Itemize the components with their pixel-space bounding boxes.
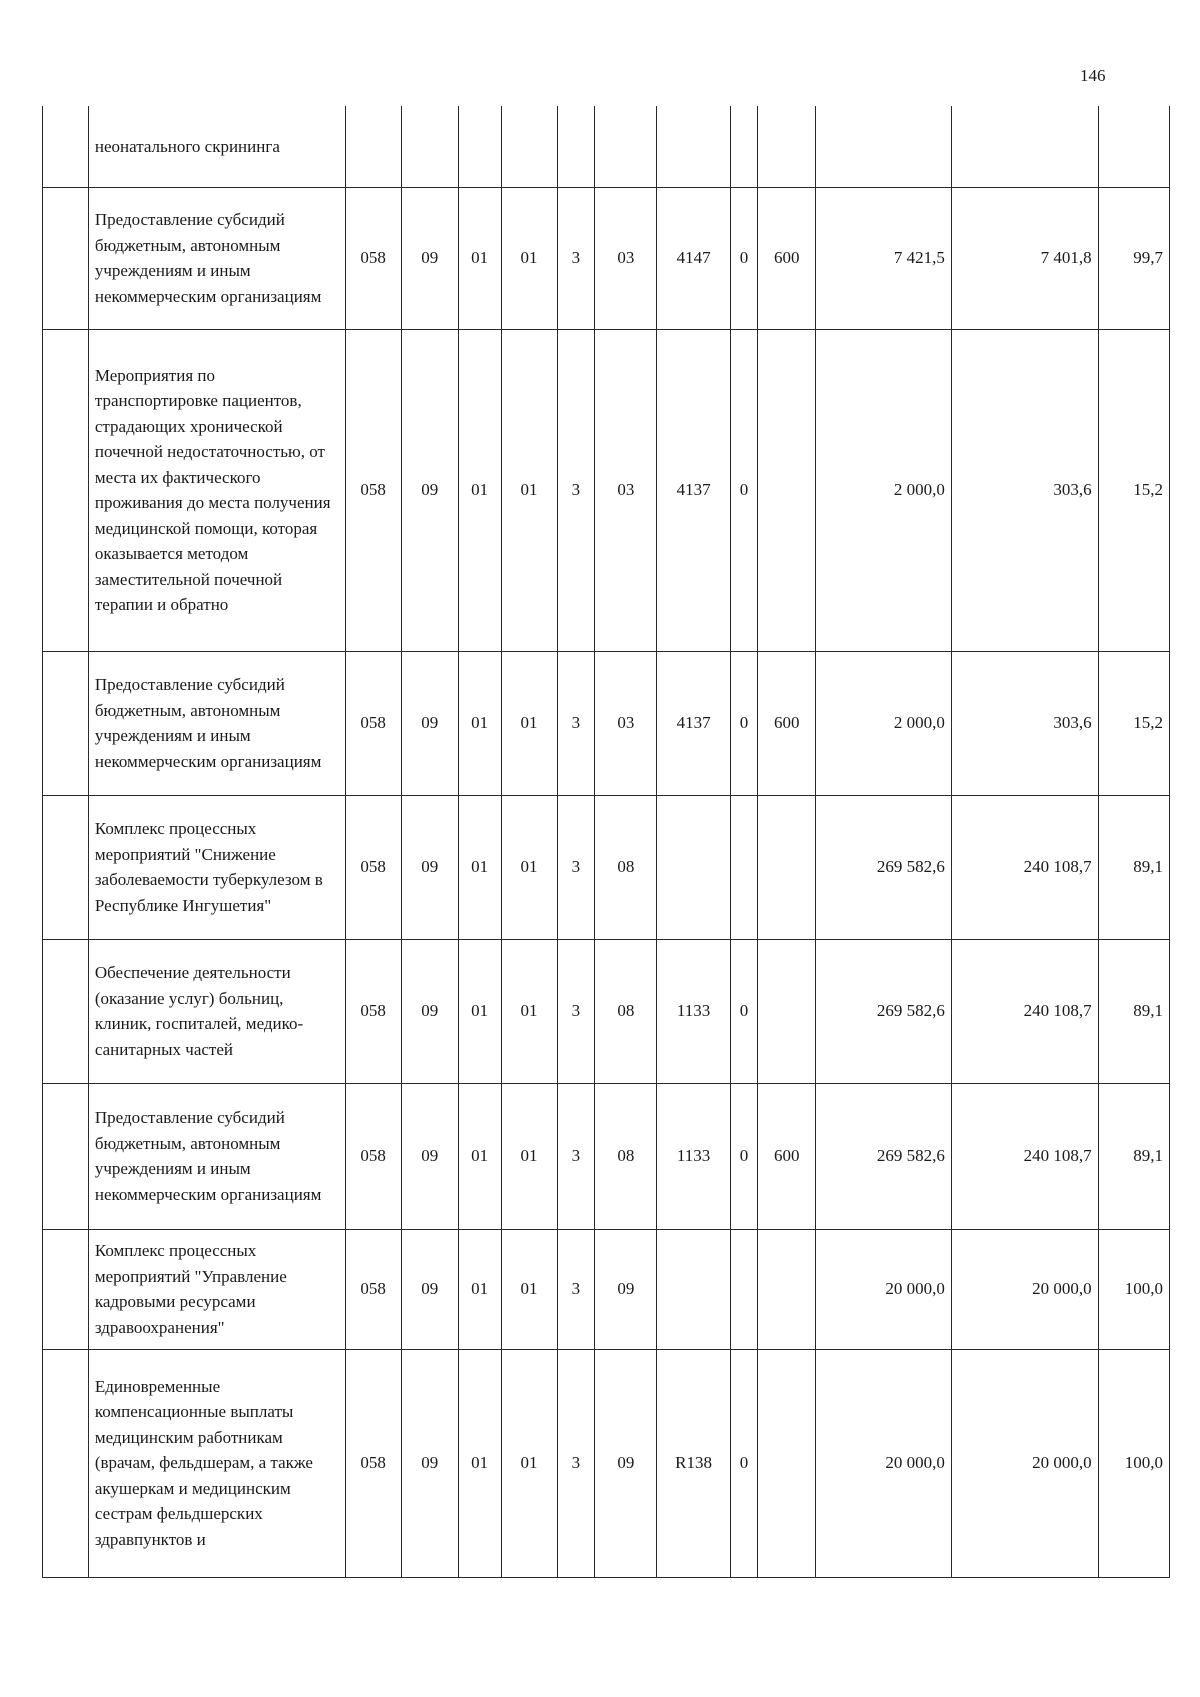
subsection-code	[458, 106, 501, 187]
planned-amount: 269 582,6	[816, 1083, 952, 1229]
expense-type-code: 600	[758, 187, 816, 329]
actual-amount: 303,6	[951, 329, 1098, 651]
program-code: 01	[501, 1229, 557, 1349]
row-marker-cell	[43, 1349, 89, 1577]
program-code: 01	[501, 651, 557, 795]
subsection-code: 01	[458, 1229, 501, 1349]
expense-type-code	[758, 329, 816, 651]
direction-subcode	[730, 106, 758, 187]
planned-amount	[816, 106, 952, 187]
table-row	[43, 1083, 1170, 1229]
structure-code: 03	[595, 329, 657, 651]
planned-amount: 7 421,5	[816, 187, 952, 329]
structure-code: 03	[595, 187, 657, 329]
department-code	[345, 106, 401, 187]
direction-subcode: 0	[730, 187, 758, 329]
direction-code: 1133	[657, 939, 730, 1083]
table-row	[43, 1229, 1170, 1349]
execution-percent: 89,1	[1098, 1083, 1169, 1229]
direction-subcode: 0	[730, 1083, 758, 1229]
program-code: 01	[501, 329, 557, 651]
table-row	[43, 187, 1170, 329]
row-marker-cell	[43, 329, 89, 651]
item-name: Обеспечение деятельности (оказание услуг) больниц, клиник, госпиталей, медико-санитарных частей	[88, 939, 345, 1083]
actual-amount	[951, 106, 1098, 187]
program-code: 01	[501, 795, 557, 939]
direction-code	[657, 1229, 730, 1349]
section-code: 09	[401, 329, 458, 651]
type-code: 3	[557, 1349, 595, 1577]
department-code: 058	[345, 1083, 401, 1229]
planned-amount: 269 582,6	[816, 795, 952, 939]
department-code: 058	[345, 329, 401, 651]
item-name: Предоставление субсидий бюджетным, автономным учреждениям и иным некоммерческим организациям	[88, 1083, 345, 1229]
direction-code	[657, 106, 730, 187]
type-code: 3	[557, 651, 595, 795]
direction-subcode	[730, 1229, 758, 1349]
row-marker-cell	[43, 1229, 89, 1349]
subsection-code: 01	[458, 1349, 501, 1577]
direction-code: R138	[657, 1349, 730, 1577]
direction-subcode	[730, 795, 758, 939]
direction-code: 4137	[657, 651, 730, 795]
section-code: 09	[401, 651, 458, 795]
table-row	[43, 106, 1170, 187]
direction-code: 4137	[657, 329, 730, 651]
direction-subcode: 0	[730, 939, 758, 1083]
execution-percent: 89,1	[1098, 939, 1169, 1083]
department-code: 058	[345, 1229, 401, 1349]
expense-type-code: 600	[758, 1083, 816, 1229]
execution-percent	[1098, 106, 1169, 187]
direction-subcode: 0	[730, 329, 758, 651]
table-row	[43, 651, 1170, 795]
direction-subcode: 0	[730, 651, 758, 795]
program-code: 01	[501, 939, 557, 1083]
planned-amount: 20 000,0	[816, 1229, 952, 1349]
section-code: 09	[401, 1349, 458, 1577]
section-code: 09	[401, 1229, 458, 1349]
item-name: Предоставление субсидий бюджетным, автономным учреждениям и иным некоммерческим организациям	[88, 187, 345, 329]
execution-percent: 89,1	[1098, 795, 1169, 939]
planned-amount: 2 000,0	[816, 651, 952, 795]
expense-type-code	[758, 939, 816, 1083]
actual-amount: 20 000,0	[951, 1349, 1098, 1577]
expense-type-code: 600	[758, 651, 816, 795]
item-name: Предоставление субсидий бюджетным, автономным учреждениям и иным некоммерческим организациям	[88, 651, 345, 795]
section-code: 09	[401, 939, 458, 1083]
program-code: 01	[501, 187, 557, 329]
budget-table	[42, 106, 1170, 1578]
type-code: 3	[557, 939, 595, 1083]
program-code: 01	[501, 1349, 557, 1577]
execution-percent: 100,0	[1098, 1229, 1169, 1349]
row-marker-cell	[43, 939, 89, 1083]
execution-percent: 15,2	[1098, 651, 1169, 795]
program-code	[501, 106, 557, 187]
planned-amount: 269 582,6	[816, 939, 952, 1083]
type-code: 3	[557, 795, 595, 939]
expense-type-code	[758, 1229, 816, 1349]
direction-code	[657, 795, 730, 939]
item-name: Единовременные компенсационные выплаты медицинским работникам (врачам, фельдшерам, а также акушеркам и медицинским сестрам фельдшерских здравпунктов и	[88, 1349, 345, 1577]
type-code	[557, 106, 595, 187]
department-code: 058	[345, 187, 401, 329]
actual-amount: 303,6	[951, 651, 1098, 795]
department-code: 058	[345, 1349, 401, 1577]
actual-amount: 240 108,7	[951, 939, 1098, 1083]
subsection-code: 01	[458, 329, 501, 651]
subsection-code: 01	[458, 1083, 501, 1229]
item-name: Комплекс процессных мероприятий "Управление кадровыми ресурсами здравоохранения"	[88, 1229, 345, 1349]
direction-subcode: 0	[730, 1349, 758, 1577]
program-code: 01	[501, 1083, 557, 1229]
structure-code: 09	[595, 1349, 657, 1577]
row-marker-cell	[43, 795, 89, 939]
type-code: 3	[557, 187, 595, 329]
structure-code: 08	[595, 1083, 657, 1229]
item-name: Комплекс процессных мероприятий "Снижение заболеваемости туберкулезом в Республике Ингушетия"	[88, 795, 345, 939]
section-code	[401, 106, 458, 187]
section-code: 09	[401, 187, 458, 329]
department-code: 058	[345, 795, 401, 939]
expense-type-code	[758, 795, 816, 939]
structure-code: 03	[595, 651, 657, 795]
expense-type-code	[758, 1349, 816, 1577]
table-row	[43, 1349, 1170, 1577]
actual-amount: 20 000,0	[951, 1229, 1098, 1349]
type-code: 3	[557, 329, 595, 651]
type-code: 3	[557, 1083, 595, 1229]
table-row	[43, 939, 1170, 1083]
subsection-code: 01	[458, 939, 501, 1083]
planned-amount: 2 000,0	[816, 329, 952, 651]
subsection-code: 01	[458, 187, 501, 329]
actual-amount: 240 108,7	[951, 795, 1098, 939]
execution-percent: 100,0	[1098, 1349, 1169, 1577]
page-number: 146	[1080, 66, 1106, 85]
department-code: 058	[345, 939, 401, 1083]
expense-type-code	[758, 106, 816, 187]
row-marker-cell	[43, 651, 89, 795]
execution-percent: 99,7	[1098, 187, 1169, 329]
type-code: 3	[557, 1229, 595, 1349]
direction-code: 4147	[657, 187, 730, 329]
department-code: 058	[345, 651, 401, 795]
subsection-code: 01	[458, 795, 501, 939]
structure-code: 08	[595, 939, 657, 1083]
item-name: неонатального скрининга	[88, 106, 345, 187]
structure-code: 08	[595, 795, 657, 939]
item-name: Мероприятия по транспортировке пациентов, страдающих хронической почечной недостаточностью, от места их фактического проживания до места получения медицинской помощи, которая оказывается методом заместительной почечной терапии и обратно	[88, 329, 345, 651]
section-code: 09	[401, 1083, 458, 1229]
row-marker-cell	[43, 187, 89, 329]
subsection-code: 01	[458, 651, 501, 795]
actual-amount: 240 108,7	[951, 1083, 1098, 1229]
section-code: 09	[401, 795, 458, 939]
row-marker-cell	[43, 106, 89, 187]
execution-percent: 15,2	[1098, 329, 1169, 651]
table-row	[43, 795, 1170, 939]
row-marker-cell	[43, 1083, 89, 1229]
structure-code: 09	[595, 1229, 657, 1349]
direction-code: 1133	[657, 1083, 730, 1229]
table-row	[43, 329, 1170, 651]
structure-code	[595, 106, 657, 187]
actual-amount: 7 401,8	[951, 187, 1098, 329]
planned-amount: 20 000,0	[816, 1349, 952, 1577]
